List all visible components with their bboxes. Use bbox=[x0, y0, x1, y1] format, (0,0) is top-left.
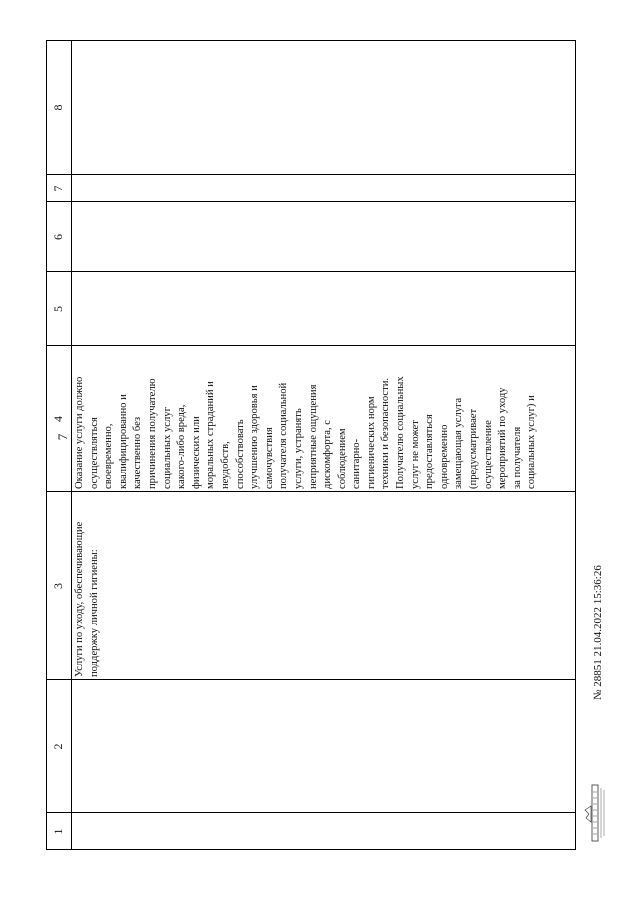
column-header: 1 bbox=[51, 828, 65, 835]
column-header: 7 bbox=[51, 185, 65, 192]
cell-service-name: Услуги по уходу, обеспечивающие поддержку личной гигиены: bbox=[74, 521, 100, 677]
column-header: 8 bbox=[51, 104, 65, 111]
column-divider bbox=[46, 812, 576, 813]
registration-number: № 28851 bbox=[592, 659, 604, 700]
registration-footer bbox=[588, 510, 608, 700]
column-header: 5 bbox=[51, 306, 65, 312]
column-divider bbox=[46, 679, 576, 680]
column-header: 2 bbox=[51, 743, 65, 750]
column-header: 4 bbox=[51, 416, 65, 422]
column-header: 3 bbox=[51, 583, 65, 589]
column-header: 6 bbox=[51, 234, 65, 240]
table bbox=[46, 40, 576, 850]
column-divider bbox=[46, 174, 576, 175]
column-divider bbox=[46, 201, 576, 202]
registration-datetime: 21.04.2022 15:36:26 bbox=[592, 565, 604, 657]
cell-service-standard: Оказание услуги должно осуществляться своевременно, квалифицированно и качественно без причинения получателю социальных услуг какого-либо вреда, физических или моральных страданий и неудобств, способствовать улучшению здоровья и самочувствия получателя социальной услуги, устранять неприятные ощущения дискомфорта, с соблюдением санитарно- гигиенических норм техники и безопасности. Получателю социальных услуг не может предоставляться одновременно замещающая услуга (предусматривает осуществление мероприятий по уходу за получателя социальных услуг) и bbox=[74, 376, 538, 489]
column-divider bbox=[46, 271, 576, 272]
registration-stamp bbox=[583, 784, 607, 842]
page-number: 7 bbox=[55, 433, 70, 441]
header-divider bbox=[71, 40, 72, 850]
column-divider bbox=[46, 491, 576, 492]
